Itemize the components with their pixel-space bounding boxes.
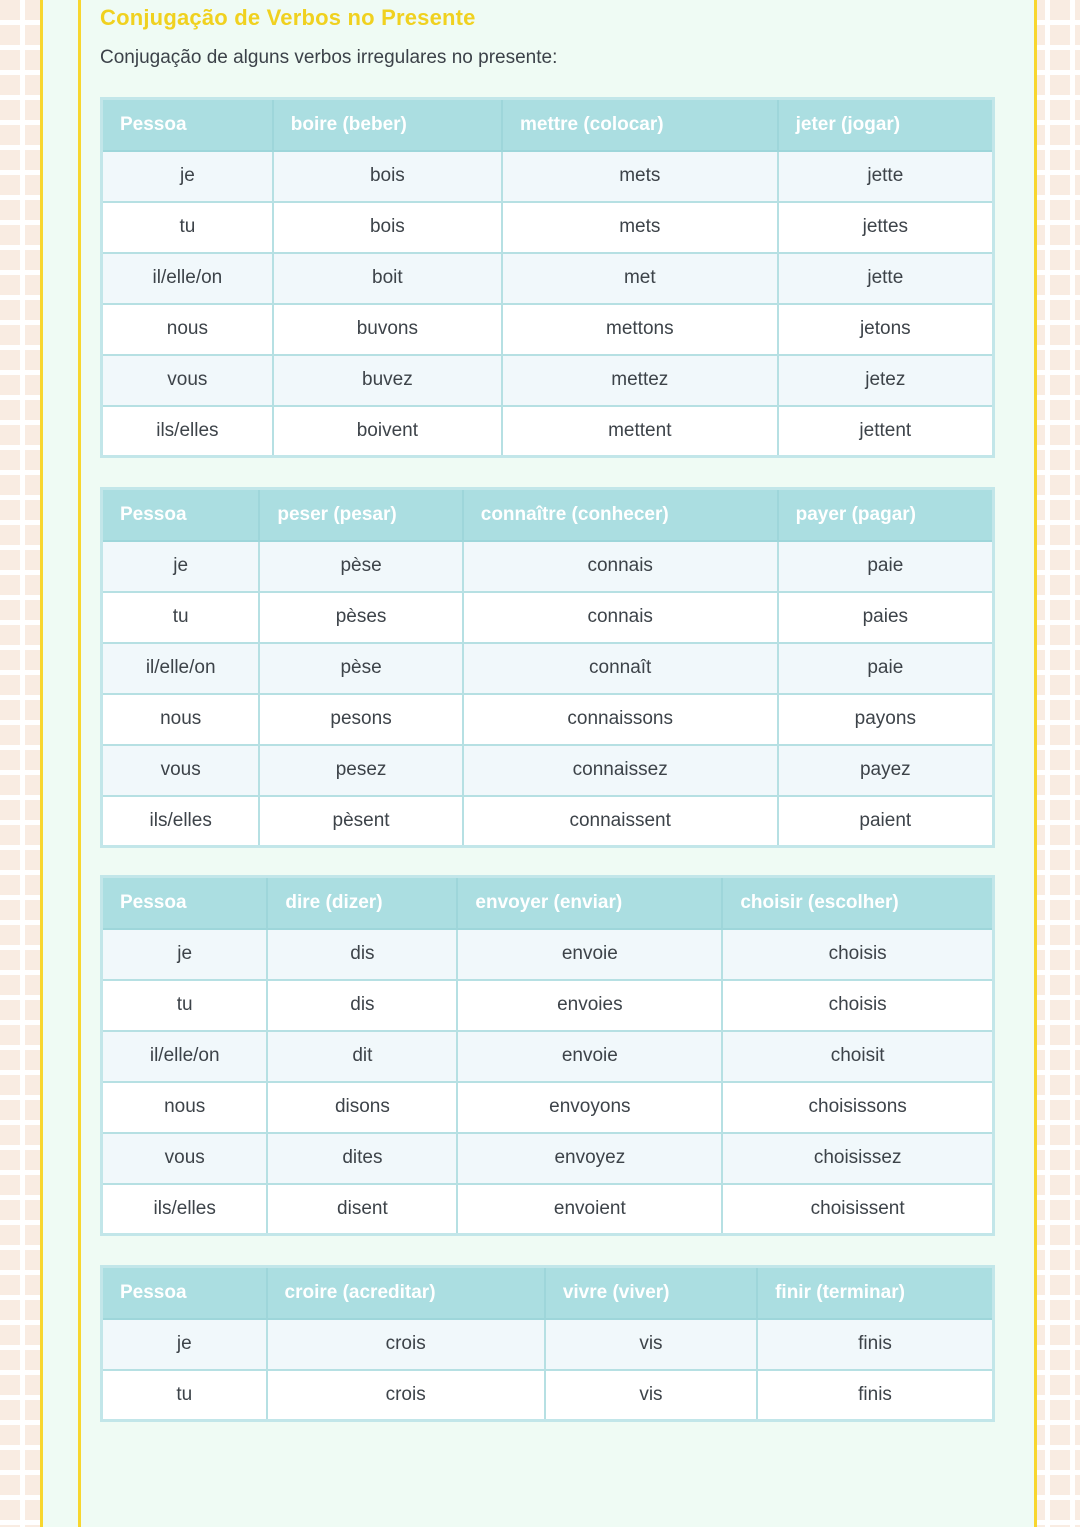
column-header: choisir (escolher) [722, 877, 993, 929]
page-subtitle: Conjugação de alguns verbos irregulares no presente: [100, 47, 558, 69]
column-header: peser (pesar) [259, 489, 462, 541]
conjugation-cell: vis [545, 1370, 757, 1421]
column-header: payer (pagar) [778, 489, 994, 541]
conjugation-cell: pèses [259, 592, 462, 643]
conjugation-table-peser-connaitre-payer [100, 487, 995, 848]
conjugation-cell: envoyez [457, 1133, 722, 1184]
conjugation-cell: envoie [457, 1031, 722, 1082]
person-cell: vous [102, 1133, 268, 1184]
column-header: envoyer (enviar) [457, 877, 722, 929]
conjugation-cell: paie [778, 643, 994, 694]
conjugation-cell: envoyons [457, 1082, 722, 1133]
person-cell: vous [102, 355, 273, 406]
conjugation-cell: choisis [722, 929, 993, 980]
person-cell: nous [102, 304, 273, 355]
conjugation-cell: payez [778, 745, 994, 796]
conjugation-cell: vis [545, 1319, 757, 1370]
table-row [102, 643, 994, 694]
conjugation-cell: pèsent [259, 796, 462, 847]
conjugation-cell: dis [267, 929, 457, 980]
conjugation-cell: crois [267, 1319, 545, 1370]
person-cell: il/elle/on [102, 253, 273, 304]
conjugation-cell: paies [778, 592, 994, 643]
table-row [102, 202, 994, 253]
conjugation-cell: choisissent [722, 1184, 993, 1235]
content-card [40, 0, 1037, 1527]
column-header: dire (dizer) [267, 877, 457, 929]
conjugation-cell: connaissons [463, 694, 778, 745]
person-cell: nous [102, 694, 260, 745]
conjugation-cell: jetons [778, 304, 994, 355]
conjugation-cell: disons [267, 1082, 457, 1133]
table-row [102, 592, 994, 643]
conjugation-cell: mettent [502, 406, 778, 457]
conjugation-cell: envoies [457, 980, 722, 1031]
person-cell: tu [102, 592, 260, 643]
person-cell: tu [102, 202, 273, 253]
conjugation-cell: finis [757, 1370, 993, 1421]
column-header: mettre (colocar) [502, 99, 778, 151]
conjugation-cell: jette [778, 151, 994, 202]
conjugation-cell: connais [463, 541, 778, 592]
column-header: boire (beber) [273, 99, 502, 151]
conjugation-cell: jettes [778, 202, 994, 253]
person-cell: je [102, 929, 268, 980]
table-row [102, 489, 994, 541]
conjugation-cell: crois [267, 1370, 545, 1421]
table-row [102, 796, 994, 847]
conjugation-cell: pèse [259, 643, 462, 694]
conjugation-cell: paient [778, 796, 994, 847]
conjugation-cell: dit [267, 1031, 457, 1082]
table-row [102, 541, 994, 592]
column-header: connaître (conhecer) [463, 489, 778, 541]
table-row [102, 1319, 994, 1370]
table-row [102, 877, 994, 929]
table-header-row [102, 99, 994, 151]
column-header: Pessoa [102, 1267, 267, 1319]
person-cell: je [102, 541, 260, 592]
content-area [100, 0, 995, 1422]
conjugation-cell: connais [463, 592, 778, 643]
table-row [102, 99, 994, 151]
conjugation-table-dire-envoyer-choisir [100, 875, 995, 1236]
conjugation-cell: paie [778, 541, 994, 592]
conjugation-cell: jetez [778, 355, 994, 406]
conjugation-cell: choisit [722, 1031, 993, 1082]
conjugation-cell: buvez [273, 355, 502, 406]
person-cell: vous [102, 745, 260, 796]
conjugation-cell: bois [273, 202, 502, 253]
conjugation-cell: connaissent [463, 796, 778, 847]
conjugation-cell: choisissez [722, 1133, 993, 1184]
conjugation-cell: jette [778, 253, 994, 304]
table-row [102, 355, 994, 406]
conjugation-cell: dites [267, 1133, 457, 1184]
person-cell: tu [102, 980, 268, 1031]
conjugation-cell: payons [778, 694, 994, 745]
table-row [102, 1082, 994, 1133]
table-row [102, 929, 994, 980]
conjugation-cell: buvons [273, 304, 502, 355]
conjugation-cell: mettez [502, 355, 778, 406]
conjugation-cell: bois [273, 151, 502, 202]
person-cell: nous [102, 1082, 268, 1133]
table-row [102, 1184, 994, 1235]
conjugation-cell: pesez [259, 745, 462, 796]
table-row [102, 745, 994, 796]
table-header-row [102, 489, 994, 541]
table-row [102, 151, 994, 202]
inner-margin-line [78, 0, 81, 1527]
conjugation-cell: choisis [722, 980, 993, 1031]
conjugation-cell: envoient [457, 1184, 722, 1235]
table-row [102, 694, 994, 745]
person-cell: il/elle/on [102, 1031, 268, 1082]
conjugation-cell: met [502, 253, 778, 304]
conjugation-cell: choisissons [722, 1082, 993, 1133]
column-header: croire (acreditar) [267, 1267, 545, 1319]
table-row [102, 1370, 994, 1421]
table-header-row [102, 877, 994, 929]
person-cell: je [102, 151, 273, 202]
person-cell: je [102, 1319, 267, 1370]
column-header: Pessoa [102, 489, 260, 541]
table-header-row [102, 1267, 994, 1319]
conjugation-cell: jettent [778, 406, 994, 457]
conjugation-cell: disent [267, 1184, 457, 1235]
table-row [102, 406, 994, 457]
conjugation-cell: pèse [259, 541, 462, 592]
conjugation-cell: boit [273, 253, 502, 304]
person-cell: ils/elles [102, 1184, 268, 1235]
conjugation-cell: dis [267, 980, 457, 1031]
table-row [102, 980, 994, 1031]
conjugation-table-boire-mettre-jeter [100, 97, 995, 458]
column-header: jeter (jogar) [778, 99, 994, 151]
table-row [102, 304, 994, 355]
table-row [102, 1133, 994, 1184]
table-row [102, 253, 994, 304]
conjugation-cell: connaît [463, 643, 778, 694]
page-title: Conjugação de Verbos no Presente [100, 5, 476, 30]
person-cell: ils/elles [102, 406, 273, 457]
table-row [102, 1031, 994, 1082]
conjugation-cell: boivent [273, 406, 502, 457]
conjugation-table-croire-vivre-finir [100, 1265, 995, 1422]
person-cell: ils/elles [102, 796, 260, 847]
conjugation-cell: mets [502, 202, 778, 253]
conjugation-cell: finis [757, 1319, 993, 1370]
conjugation-cell: connaissez [463, 745, 778, 796]
person-cell: tu [102, 1370, 267, 1421]
conjugation-cell: pesons [259, 694, 462, 745]
column-header: finir (terminar) [757, 1267, 993, 1319]
conjugation-cell: envoie [457, 929, 722, 980]
conjugation-cell: mets [502, 151, 778, 202]
person-cell: il/elle/on [102, 643, 260, 694]
column-header: vivre (viver) [545, 1267, 757, 1319]
table-row [102, 1267, 994, 1319]
conjugation-cell: mettons [502, 304, 778, 355]
column-header: Pessoa [102, 99, 273, 151]
column-header: Pessoa [102, 877, 268, 929]
